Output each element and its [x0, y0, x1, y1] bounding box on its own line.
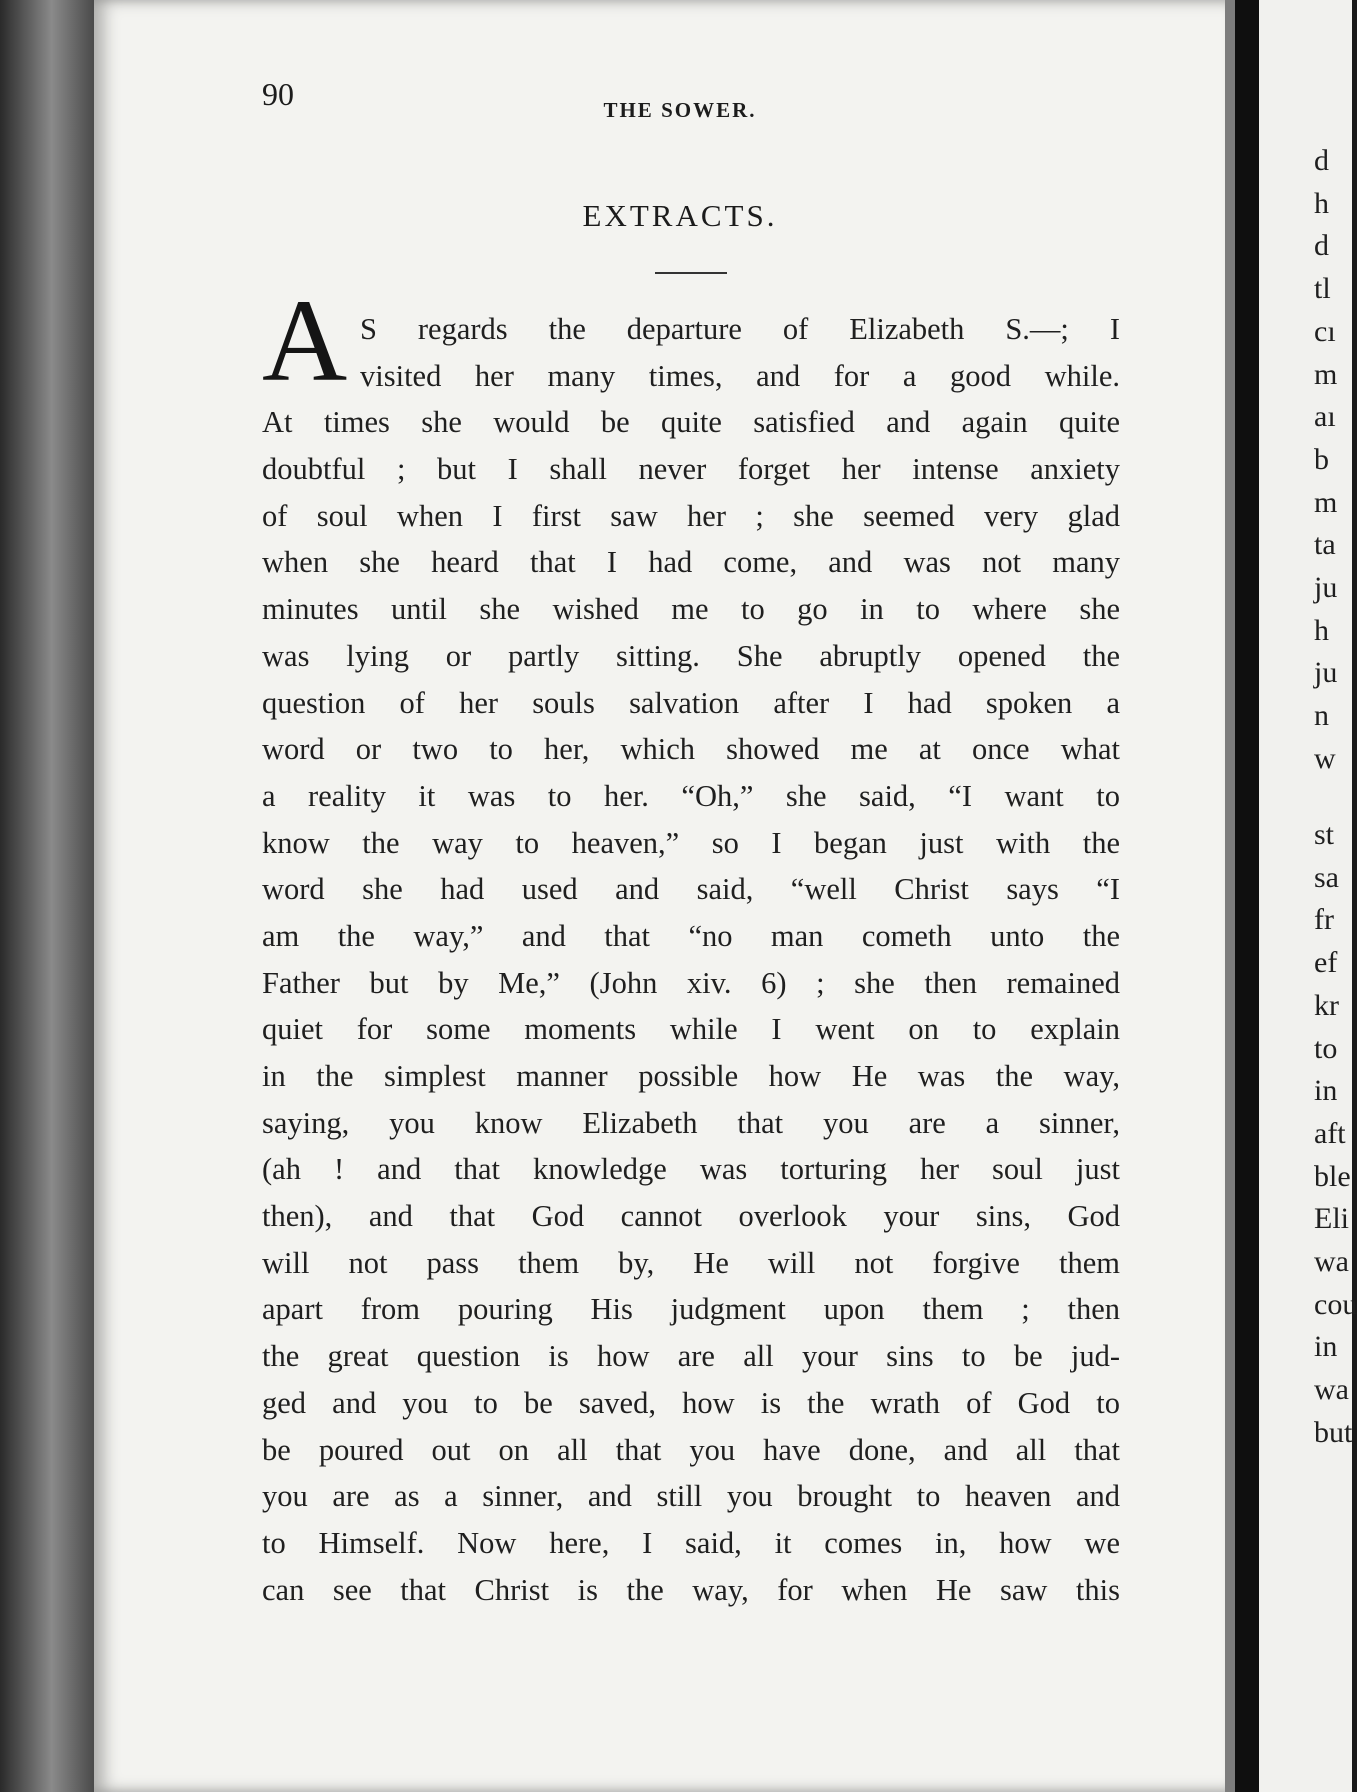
text-line: saying, you know Elizabeth that you are a sinner,	[262, 1105, 1120, 1140]
text-line: word she had used and said, “well Christ says “I	[262, 872, 1120, 907]
facing-page-fragment: aı	[1314, 400, 1336, 434]
text-line: minutes until she wished me to go in to where she	[262, 592, 1120, 627]
facing-page-fragment: to	[1314, 1031, 1338, 1065]
text-line: a reality it was to her. “Oh,” she said, “I want to	[262, 778, 1120, 813]
facing-page-fragment: b	[1314, 442, 1329, 476]
text-line: be poured out on all that you have done, and all that	[262, 1432, 1120, 1467]
running-head: THE SOWER.	[603, 98, 757, 122]
facing-page-fragment: ble	[1314, 1159, 1351, 1193]
facing-page-fragment: h	[1314, 186, 1329, 220]
section-title: EXTRACTS.	[582, 198, 778, 233]
drop-cap: A	[262, 275, 348, 406]
text-line: of soul when I first saw her ; she seemed very glad	[262, 498, 1120, 533]
facing-page-fragment: w	[1314, 741, 1336, 775]
facing-page-fragment: tl	[1314, 272, 1331, 306]
facing-page-fragment: n	[1314, 699, 1329, 733]
facing-page-fragment: d	[1314, 144, 1329, 177]
text-line: quiet for some moments while I went on to explain	[262, 1012, 1120, 1047]
facing-page-fragment: wa	[1314, 1245, 1349, 1278]
body-text	[262, 306, 1120, 1613]
facing-page-fragment: fr	[1314, 903, 1334, 937]
facing-page-fragment: cı	[1314, 314, 1336, 348]
text-line: will not pass them by, He will not forgive them	[262, 1245, 1120, 1280]
facing-page	[1259, 0, 1357, 1792]
text-line: you are as a sinner, and still you brought to heaven and	[262, 1479, 1120, 1514]
facing-page-fragment: kr	[1314, 988, 1339, 1022]
facing-page-fragment: ef	[1314, 946, 1338, 980]
book-gutter	[1235, 0, 1259, 1792]
scan-background	[0, 0, 94, 1792]
page-number: 90	[262, 76, 294, 112]
facing-page-fragment: ju	[1314, 656, 1338, 690]
page-edge	[1225, 0, 1235, 1792]
text-line: the great question is how are all your sins to be jud-	[262, 1339, 1120, 1374]
text-line: can see that Christ is the way, for when He saw this	[262, 1572, 1120, 1607]
facing-page-fragment: h	[1314, 613, 1329, 647]
facing-page-fragment: cou	[1314, 1287, 1357, 1321]
text-line: visited her many times, and for a good while.	[360, 358, 1120, 393]
text-line: S regards the departure of Elizabeth S.—; I	[360, 312, 1120, 346]
facing-page-fragment: in	[1314, 1330, 1338, 1364]
facing-page-fragment: ta	[1314, 528, 1336, 562]
facing-page-fragment: m	[1314, 357, 1338, 391]
text-line: Father but by Me,” (John xiv. 6) ; she then remained	[262, 965, 1120, 1000]
text-line: ged and you to be saved, how is the wrath of God to	[262, 1385, 1120, 1420]
text-line: apart from pouring His judgment upon them ; then	[262, 1292, 1120, 1327]
facing-page-fragment: m	[1314, 485, 1338, 519]
facing-page-fragment: in	[1314, 1074, 1338, 1108]
facing-page-fragment: but	[1314, 1415, 1353, 1449]
text-line: doubtful ; but I shall never forget her intense anxiety	[262, 452, 1120, 487]
text-line: then), and that God cannot overlook your sins, God	[262, 1199, 1120, 1234]
text-line: word or two to her, which showed me at once what	[262, 732, 1120, 767]
title-rule	[655, 272, 727, 274]
text-line: know the way to heaven,” so I began just with the	[262, 825, 1120, 860]
text-line: question of her souls salvation after I had spoken a	[262, 685, 1120, 720]
text-line: (ah ! and that knowledge was torturing her soul just	[262, 1152, 1120, 1187]
text-line: At times she would be quite satisfied and again quite	[262, 405, 1120, 440]
facing-page-fragment: st	[1314, 818, 1335, 851]
text-line: to Himself. Now here, I said, it comes in, how we	[262, 1525, 1120, 1560]
text-line: when she heard that I had come, and was not many	[262, 545, 1120, 580]
facing-page-fragment: wa	[1314, 1373, 1349, 1407]
facing-page-fragment: Eli	[1314, 1202, 1349, 1236]
text-line: am the way,” and that “no man cometh unto the	[262, 918, 1120, 953]
text-line: was lying or partly sitting. She abruptly opened the	[262, 638, 1120, 673]
text-line: in the simplest manner possible how He was the way,	[262, 1059, 1120, 1093]
facing-page-fragment: aft	[1314, 1116, 1346, 1150]
facing-page-fragment: d	[1314, 229, 1329, 263]
facing-page-fragment: ju	[1314, 571, 1338, 604]
facing-page-fragment: sa	[1314, 860, 1339, 894]
